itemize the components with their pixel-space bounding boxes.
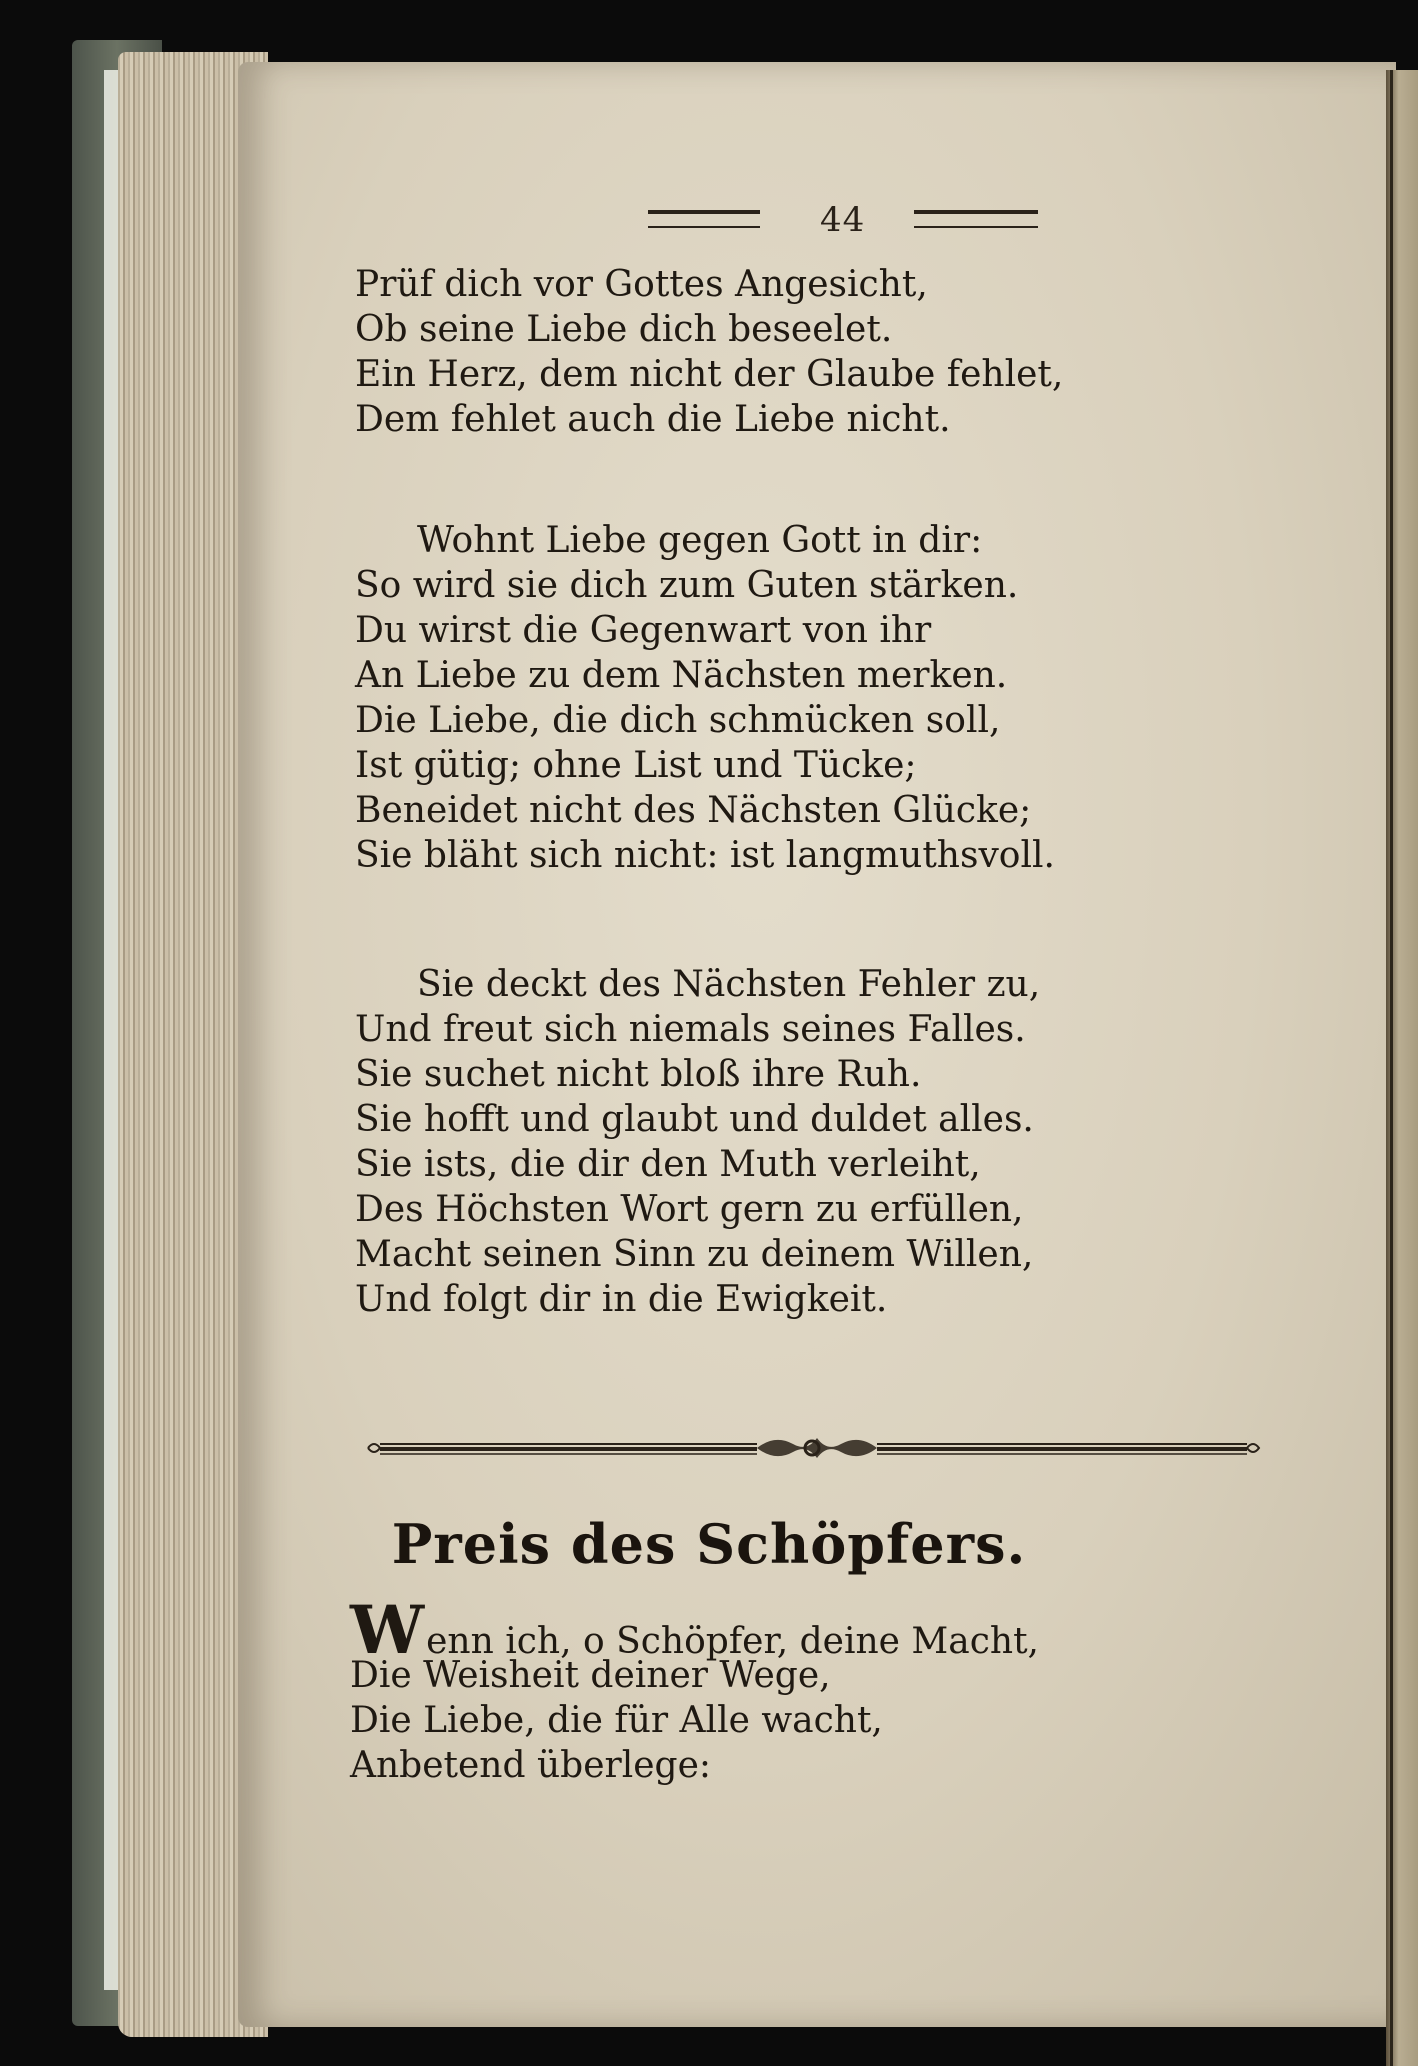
stanza-3 [355,962,1135,1322]
stanza-2 [355,518,1135,878]
verse-line: Beneidet nicht des Nächsten Glücke; [355,790,1032,831]
verse-line: Die Liebe, die für Alle wacht, [350,1700,883,1741]
verse-line: So wird sie dich zum Guten stärken. [355,565,1019,606]
verse-line: Sie hofft und glaubt und duldet alles. [355,1099,1034,1140]
verse-line [350,1591,1130,1669]
verse-line: Dem fehlet auch die Liebe nicht. [355,399,951,440]
verse-line: An Liebe zu dem Nächsten merken. [355,655,1008,696]
verse-line: Ist gütig; ohne List und Tücke; [355,745,917,786]
hymn-stanza [350,1591,1130,1788]
header-rule-right [914,210,1038,228]
verse-line: Die Weisheit deiner Wege, [350,1655,831,1696]
page-number: 44 [820,200,866,240]
drop-cap: W [350,1591,425,1669]
verse-line: Sie ists, die dir den Muth verleiht, [355,1144,981,1185]
verse-line: Sie deckt des Nächsten Fehler zu, [417,964,1041,1005]
verse-line: Anbetend überlege: [350,1745,712,1786]
verse-line: Ein Herz, dem nicht der Glaube fehlet, [355,354,1064,395]
endpaper-edge [104,70,118,1990]
verse-line: Des Höchsten Wort gern zu erfüllen, [355,1189,1024,1230]
verse-line: Sie bläht sich nicht: ist langmuthsvoll. [355,835,1055,876]
gutter [1390,70,1393,2066]
verse-line: Wohnt Liebe gegen Gott in dir: [417,520,983,561]
verse-line: Und freut sich niemals seines Falles. [355,1009,1026,1050]
hymn-title: Preis des Schöpfers. [391,1512,1027,1576]
stanza-1 [355,262,1135,442]
verse-line: Prüf dich vor Gottes Angesicht, [355,264,928,305]
first-line-text: enn ich, o Schöpfer, deine Macht, [426,1621,1039,1662]
verse-line: Sie suchet nicht bloß ihre Ruh. [355,1054,922,1095]
verse-line: Die Liebe, die dich schmücken soll, [355,700,1001,741]
verse-line: Du wirst die Gegenwart von ihr [355,610,932,651]
ornamental-divider [362,1428,1262,1468]
verse-line: Und folgt dir in die Ewigkeit. [355,1279,888,1320]
header-rule-left [648,210,760,228]
verse-line: Ob seine Liebe dich beseelet. [355,309,893,350]
verse-line: Macht seinen Sinn zu deinem Willen, [355,1234,1034,1275]
